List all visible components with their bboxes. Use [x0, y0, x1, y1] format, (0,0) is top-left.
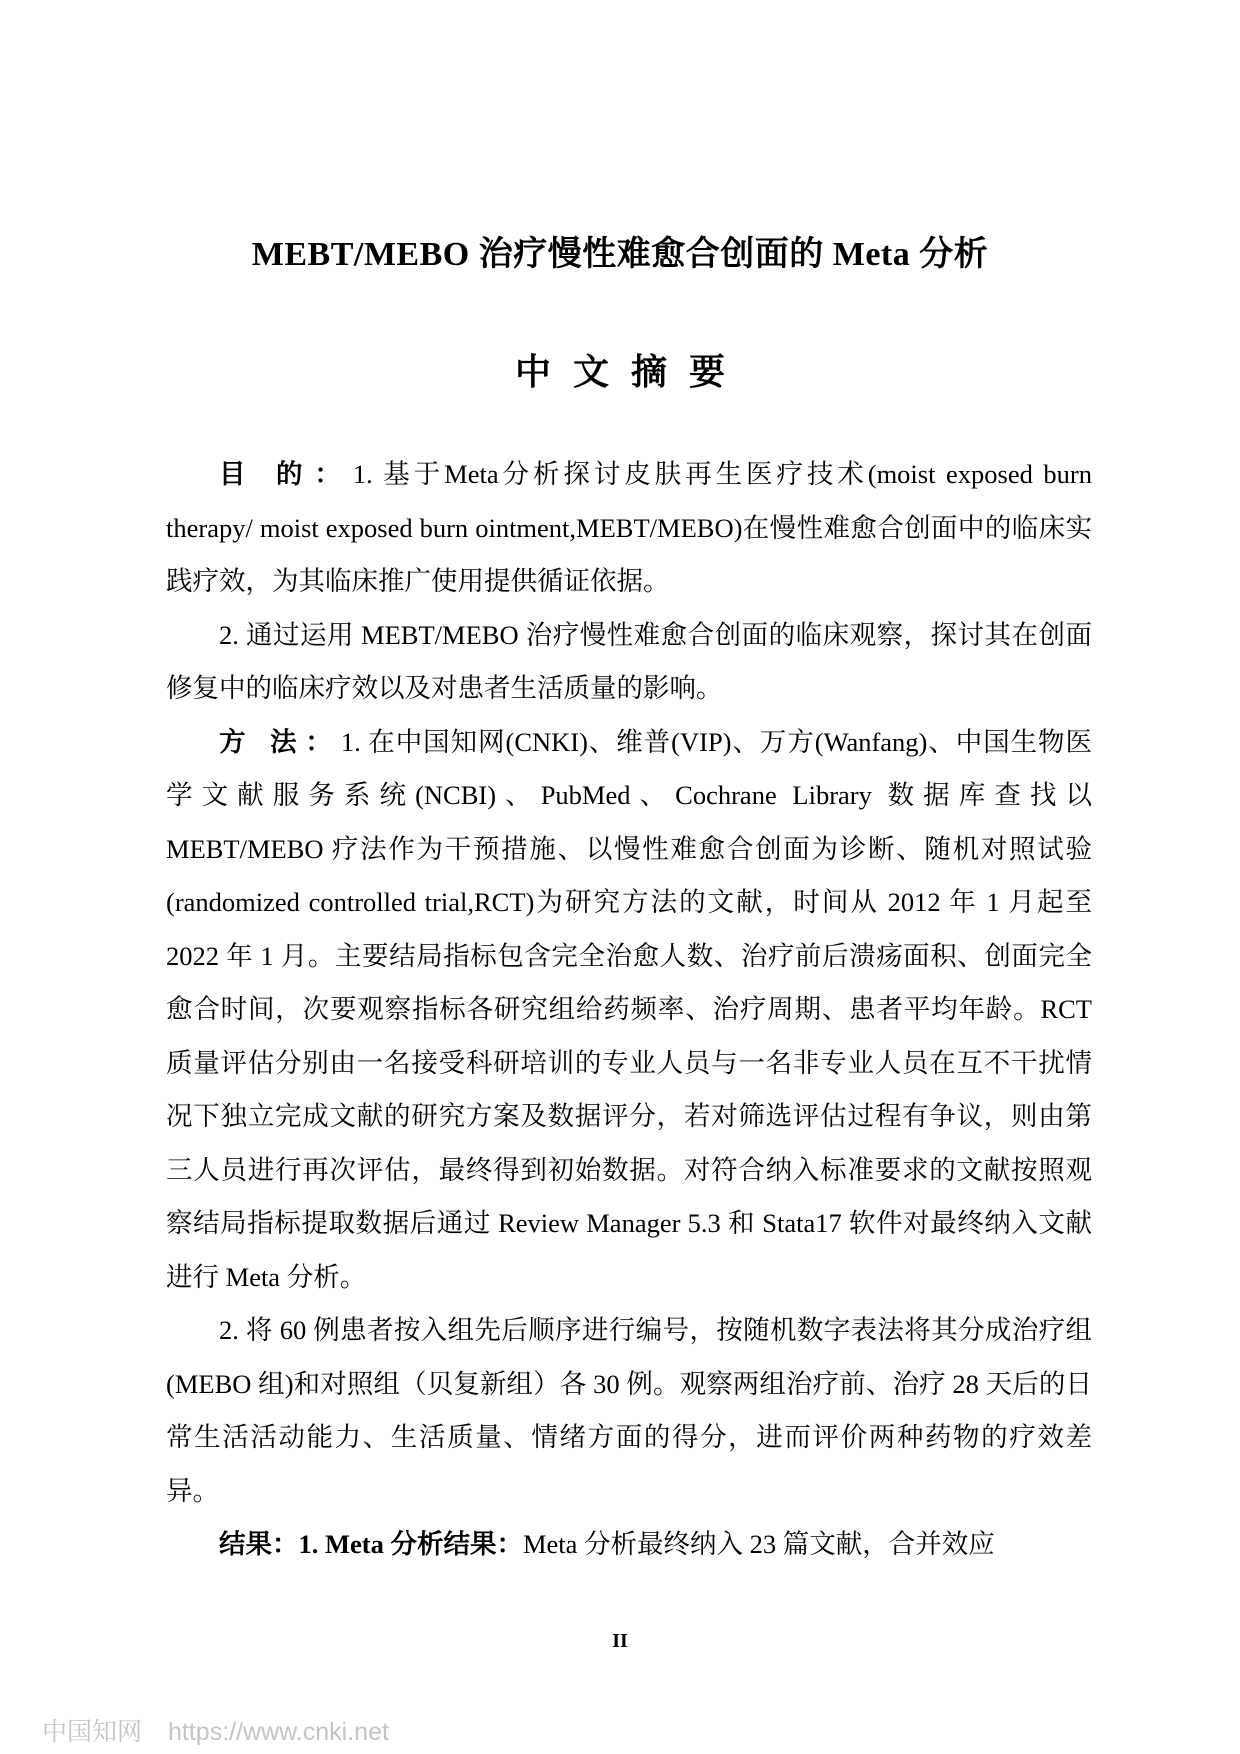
cnki-watermark: [42, 1712, 389, 1748]
paragraph-lead: 结果：: [219, 1529, 299, 1559]
paragraph-objective-2: [166, 609, 1092, 716]
paragraph-text: 2. 通过运用 MEBT/MEBO 治疗慢性难愈合创面的临床观察，探讨其在创面修复中的临床疗效以及对患者生活质量的影响。: [166, 619, 1092, 703]
paragraph-lead: 方 法：: [219, 726, 341, 757]
paragraph-text: 2. 将 60 例患者按入组先后顺序进行编号，按随机数字表法将其分成治疗组(MEBO 组)和对照组（贝复新组）各 30 例。观察两组治疗前、治疗 28 天后的日常生活活动能力、生活质量、情绪方面的得分，进而评价两种药物的疗效差异。: [166, 1315, 1092, 1506]
paragraph-text: 1. 在中国知网(CNKI)、维普(VIP)、万方(Wanfang)、中国生物医学文献服务系统(NCBI)、PubMed、Cochrane Library 数据库查找以 MEBT/MEBO 疗法作为干预措施、以慢性难愈合创面为诊断、随机对照试验(randomized controlled trial,RCT)为研究方法的文献，时间从 2012 年 1 月起至 2022 年 1 月。主要结局指标包含完全治愈人数、治疗前后溃疡面积、创面完全愈合时间，次要观察指标各研究组给药频率、治疗周期、患者平均年龄。RCT 质量评估分别由一名接受科研培训的专业人员与一名非专业人员在互不干扰情况下独立完成文献的研究方案及数据评分，若对筛选评估过程有争议，则由第三人员进行再次评估，最终得到初始数据。对符合纳入标准要求的文献按照观察结局指标提取数据后通过 Review Manager 5.3 和 Stata17 软件对最终纳入文献进行 Meta 分析。: [166, 726, 1092, 1292]
watermark-brand: 中国知网: [42, 1718, 143, 1746]
paragraph-result-1: [166, 1518, 1092, 1572]
paragraph-text: Meta 分析最终纳入 23 篇文献，合并效应: [522, 1529, 995, 1559]
paragraph-method-2: [166, 1304, 1092, 1518]
paragraph-method-1: [166, 716, 1092, 1305]
abstract-heading: 中文摘要: [514, 352, 747, 392]
abstract-body: [166, 448, 1092, 1572]
page-number: II: [612, 1630, 628, 1652]
paragraph-text: 1. 基于Meta分析探讨皮肤再生医疗技术(moist exposed burn therapy/ moist exposed burn ointment,MEBT/MEBO)在慢性难愈合创面中的临床实践疗效，为其临床推广使用提供循证依据。: [166, 459, 1092, 596]
page-title: MEBT/MEBO 治疗慢性难愈合创面的 Meta 分析: [251, 236, 989, 273]
paragraph-lead: 目 的：: [219, 459, 353, 489]
paragraph-sublead: 1. Meta 分析结果：: [298, 1529, 523, 1559]
watermark-url: https://www.cnki.net: [168, 1718, 389, 1746]
paragraph-objective-1: [166, 448, 1092, 609]
